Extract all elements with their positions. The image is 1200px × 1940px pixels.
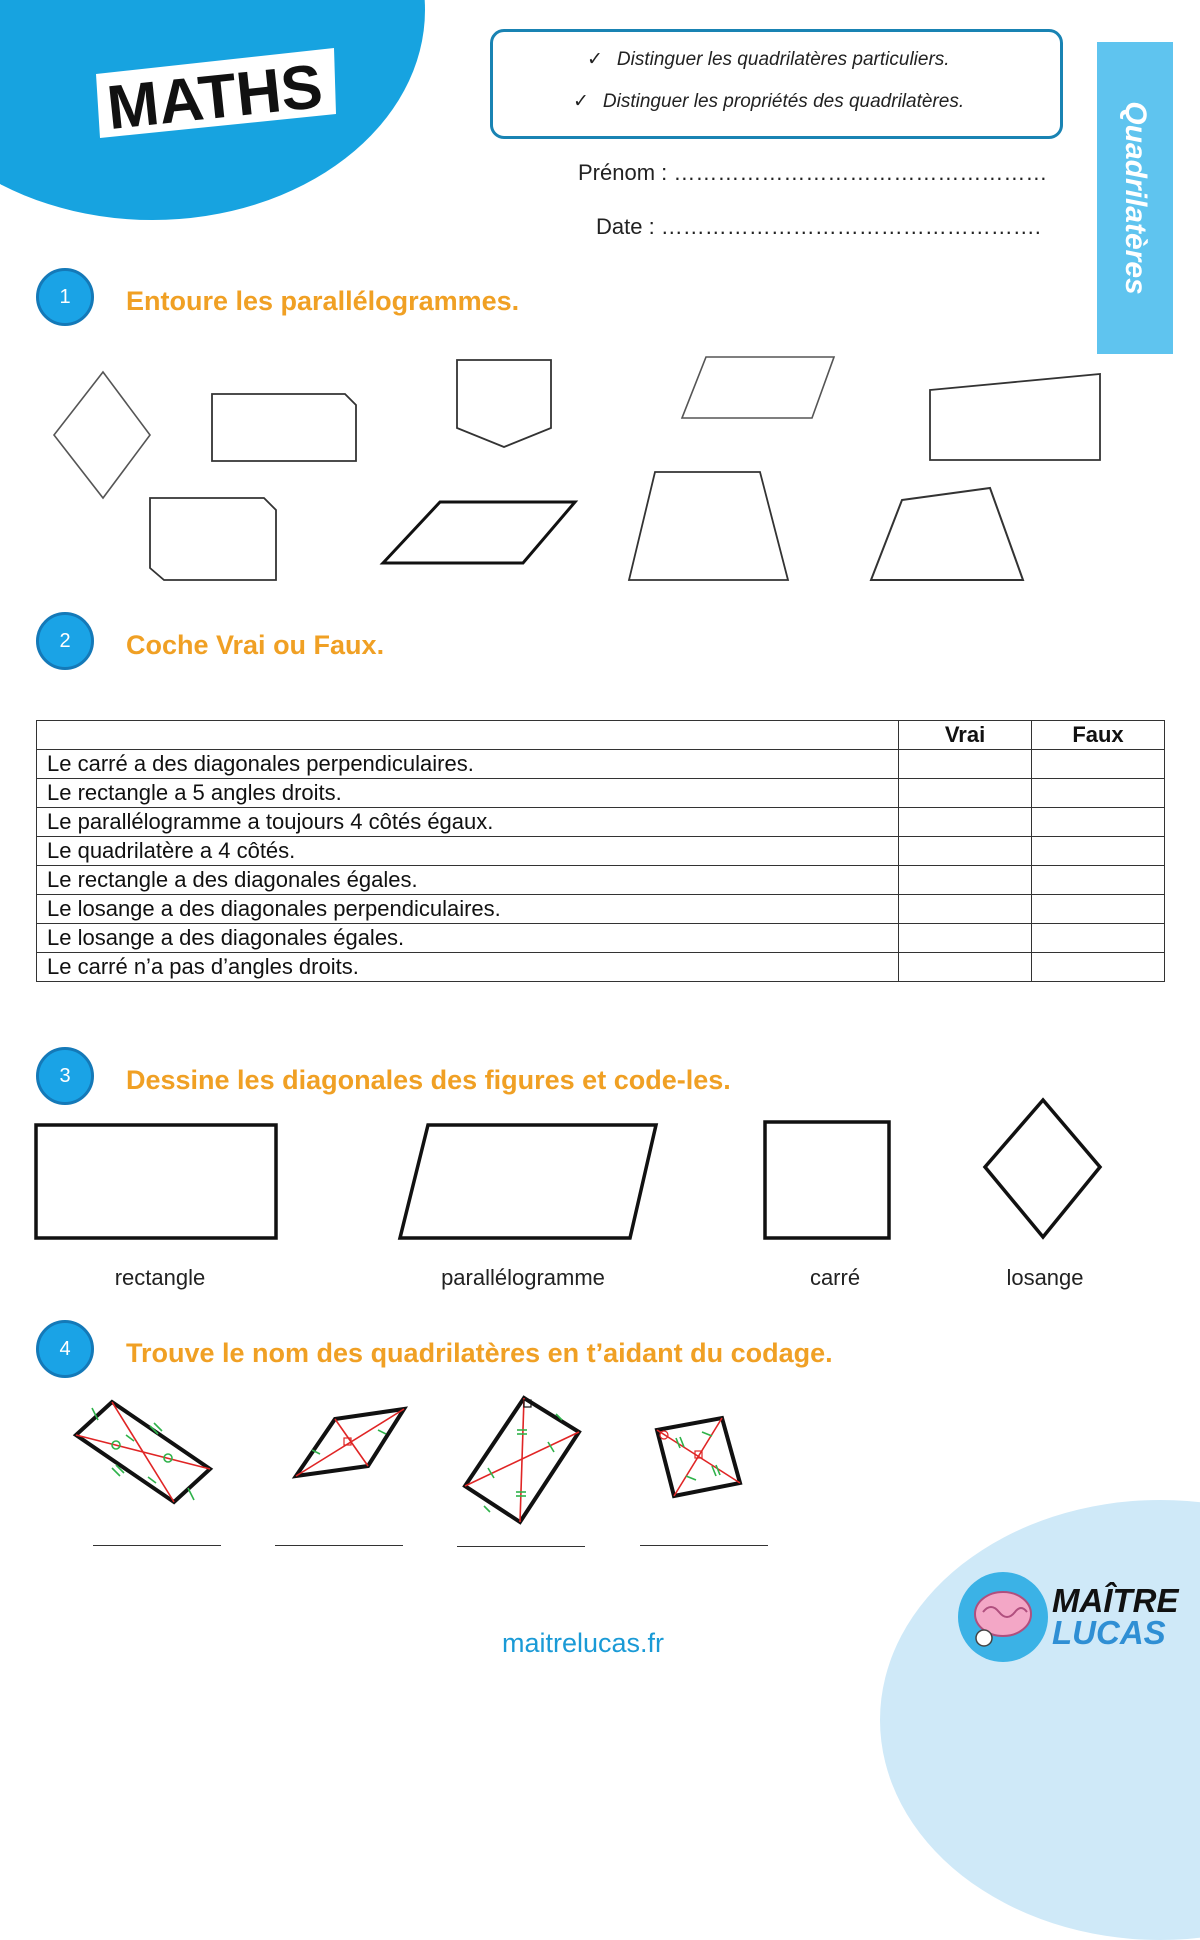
objective-2-text: Distinguer les propriétés des quadrilatères. <box>602 91 965 112</box>
shape-trapezoid[interactable] <box>629 472 788 580</box>
header-statement <box>37 721 899 750</box>
table-row <box>37 750 1165 779</box>
answer-line-1[interactable] <box>93 1545 221 1546</box>
label-rectangle: rectangle <box>114 1265 206 1290</box>
faux-cell[interactable] <box>1032 895 1165 924</box>
statement-cell: Le rectangle a des diagonales égales. <box>37 866 899 895</box>
check-icon: ✓ <box>573 91 589 112</box>
figure-rhombus[interactable] <box>985 1100 1100 1237</box>
label-square: carré <box>809 1265 861 1290</box>
label-parallelogram: parallélogramme <box>441 1265 605 1290</box>
section-3-figures <box>0 1095 1200 1245</box>
section-1-title: Entoure les parallélogrammes. <box>126 286 520 316</box>
footer-blob <box>880 1500 1200 1940</box>
faux-cell[interactable] <box>1032 924 1165 953</box>
statement-cell: Le quadrilatère a 4 côtés. <box>37 837 899 866</box>
objective-1 <box>587 48 950 71</box>
shape-irregular-quadrilateral[interactable] <box>871 488 1023 580</box>
shape-cut-rectangle[interactable] <box>212 394 356 461</box>
shape-thin-parallelogram[interactable] <box>682 357 834 418</box>
side-tab-label: Quadrilatères <box>1119 101 1152 295</box>
statement-cell: Le rectangle a 5 angles droits. <box>37 779 899 808</box>
true-false-table <box>36 720 1165 982</box>
table-row <box>37 837 1165 866</box>
faux-cell[interactable] <box>1032 837 1165 866</box>
check-icon: ✓ <box>587 49 603 70</box>
shape-diamond[interactable] <box>54 372 150 498</box>
faux-cell[interactable] <box>1032 866 1165 895</box>
objectives-box <box>490 29 1063 139</box>
date-field[interactable]: Date : ……………………………………………. <box>596 214 1041 239</box>
header-vrai: Vrai <box>899 721 1032 750</box>
vrai-cell[interactable] <box>899 953 1032 982</box>
brand-line-1: MAÎTRE <box>1052 1582 1179 1619</box>
figure-square[interactable] <box>765 1122 889 1238</box>
vrai-cell[interactable] <box>899 895 1032 924</box>
shape-cut-corner-rectangle[interactable] <box>150 498 276 580</box>
section-3-title: Dessine les diagonales des figures et code-les. <box>126 1065 731 1095</box>
statement-cell: Le parallélogramme a toujours 4 côtés égaux. <box>37 808 899 837</box>
maths-logo <box>90 44 340 144</box>
table-row <box>37 953 1165 982</box>
vrai-cell[interactable] <box>899 924 1032 953</box>
section-1-shapes <box>0 340 1200 590</box>
side-tab <box>1097 42 1173 354</box>
coded-figure-rhombus <box>296 1409 404 1476</box>
label-rhombus: losange <box>1006 1265 1084 1290</box>
shape-pentagon-shield[interactable] <box>457 360 551 447</box>
maths-logo-text: MATHS <box>103 51 326 144</box>
answer-line-4[interactable] <box>640 1545 768 1546</box>
shape-trapezoid-right[interactable] <box>930 374 1100 460</box>
vrai-cell[interactable] <box>899 779 1032 808</box>
faux-cell[interactable] <box>1032 750 1165 779</box>
faux-cell[interactable] <box>1032 808 1165 837</box>
faux-cell[interactable] <box>1032 779 1165 808</box>
brand-line-2: LUCAS <box>1052 1614 1166 1651</box>
prenom-field[interactable]: Prénom : …………………………………………… <box>578 160 1048 185</box>
answer-line-2[interactable] <box>275 1545 403 1546</box>
coded-figure-rectangle <box>76 1402 210 1502</box>
section-3-number: 3 <box>36 1047 94 1105</box>
vrai-cell[interactable] <box>899 866 1032 895</box>
figure-rectangle[interactable] <box>36 1125 276 1238</box>
coded-figure-tall-rectangle <box>465 1398 579 1522</box>
answer-line-3[interactable] <box>457 1546 585 1547</box>
section-2-title: Coche Vrai ou Faux. <box>126 630 385 660</box>
vrai-cell[interactable] <box>899 808 1032 837</box>
figure-parallelogram[interactable] <box>400 1125 656 1238</box>
objective-1-text: Distinguer les quadrilatères particuliers. <box>616 49 950 70</box>
objective-2 <box>573 90 964 113</box>
coded-figure-square <box>657 1418 740 1496</box>
vrai-cell[interactable] <box>899 750 1032 779</box>
table-row <box>37 808 1165 837</box>
vrai-cell[interactable] <box>899 837 1032 866</box>
section-1-number: 1 <box>36 268 94 326</box>
table-row <box>37 779 1165 808</box>
table-row <box>37 866 1165 895</box>
website-link[interactable]: maitrelucas.fr <box>501 1628 665 1658</box>
section-4-coded-figures <box>0 1390 1200 1540</box>
table-header-row <box>37 721 1165 750</box>
section-2-number: 2 <box>36 612 94 670</box>
section-4-title: Trouve le nom des quadrilatères en t’aidant du codage. <box>126 1338 833 1368</box>
table-row <box>37 895 1165 924</box>
statement-cell: Le losange a des diagonales égales. <box>37 924 899 953</box>
statement-cell: Le carré a des diagonales perpendiculaires. <box>37 750 899 779</box>
faux-cell[interactable] <box>1032 953 1165 982</box>
statement-cell: Le losange a des diagonales perpendiculaires. <box>37 895 899 924</box>
section-4-number: 4 <box>36 1320 94 1378</box>
shape-thick-parallelogram[interactable] <box>383 502 575 563</box>
table-row <box>37 924 1165 953</box>
header-faux: Faux <box>1032 721 1165 750</box>
statement-cell: Le carré n’a pas d’angles droits. <box>37 953 899 982</box>
